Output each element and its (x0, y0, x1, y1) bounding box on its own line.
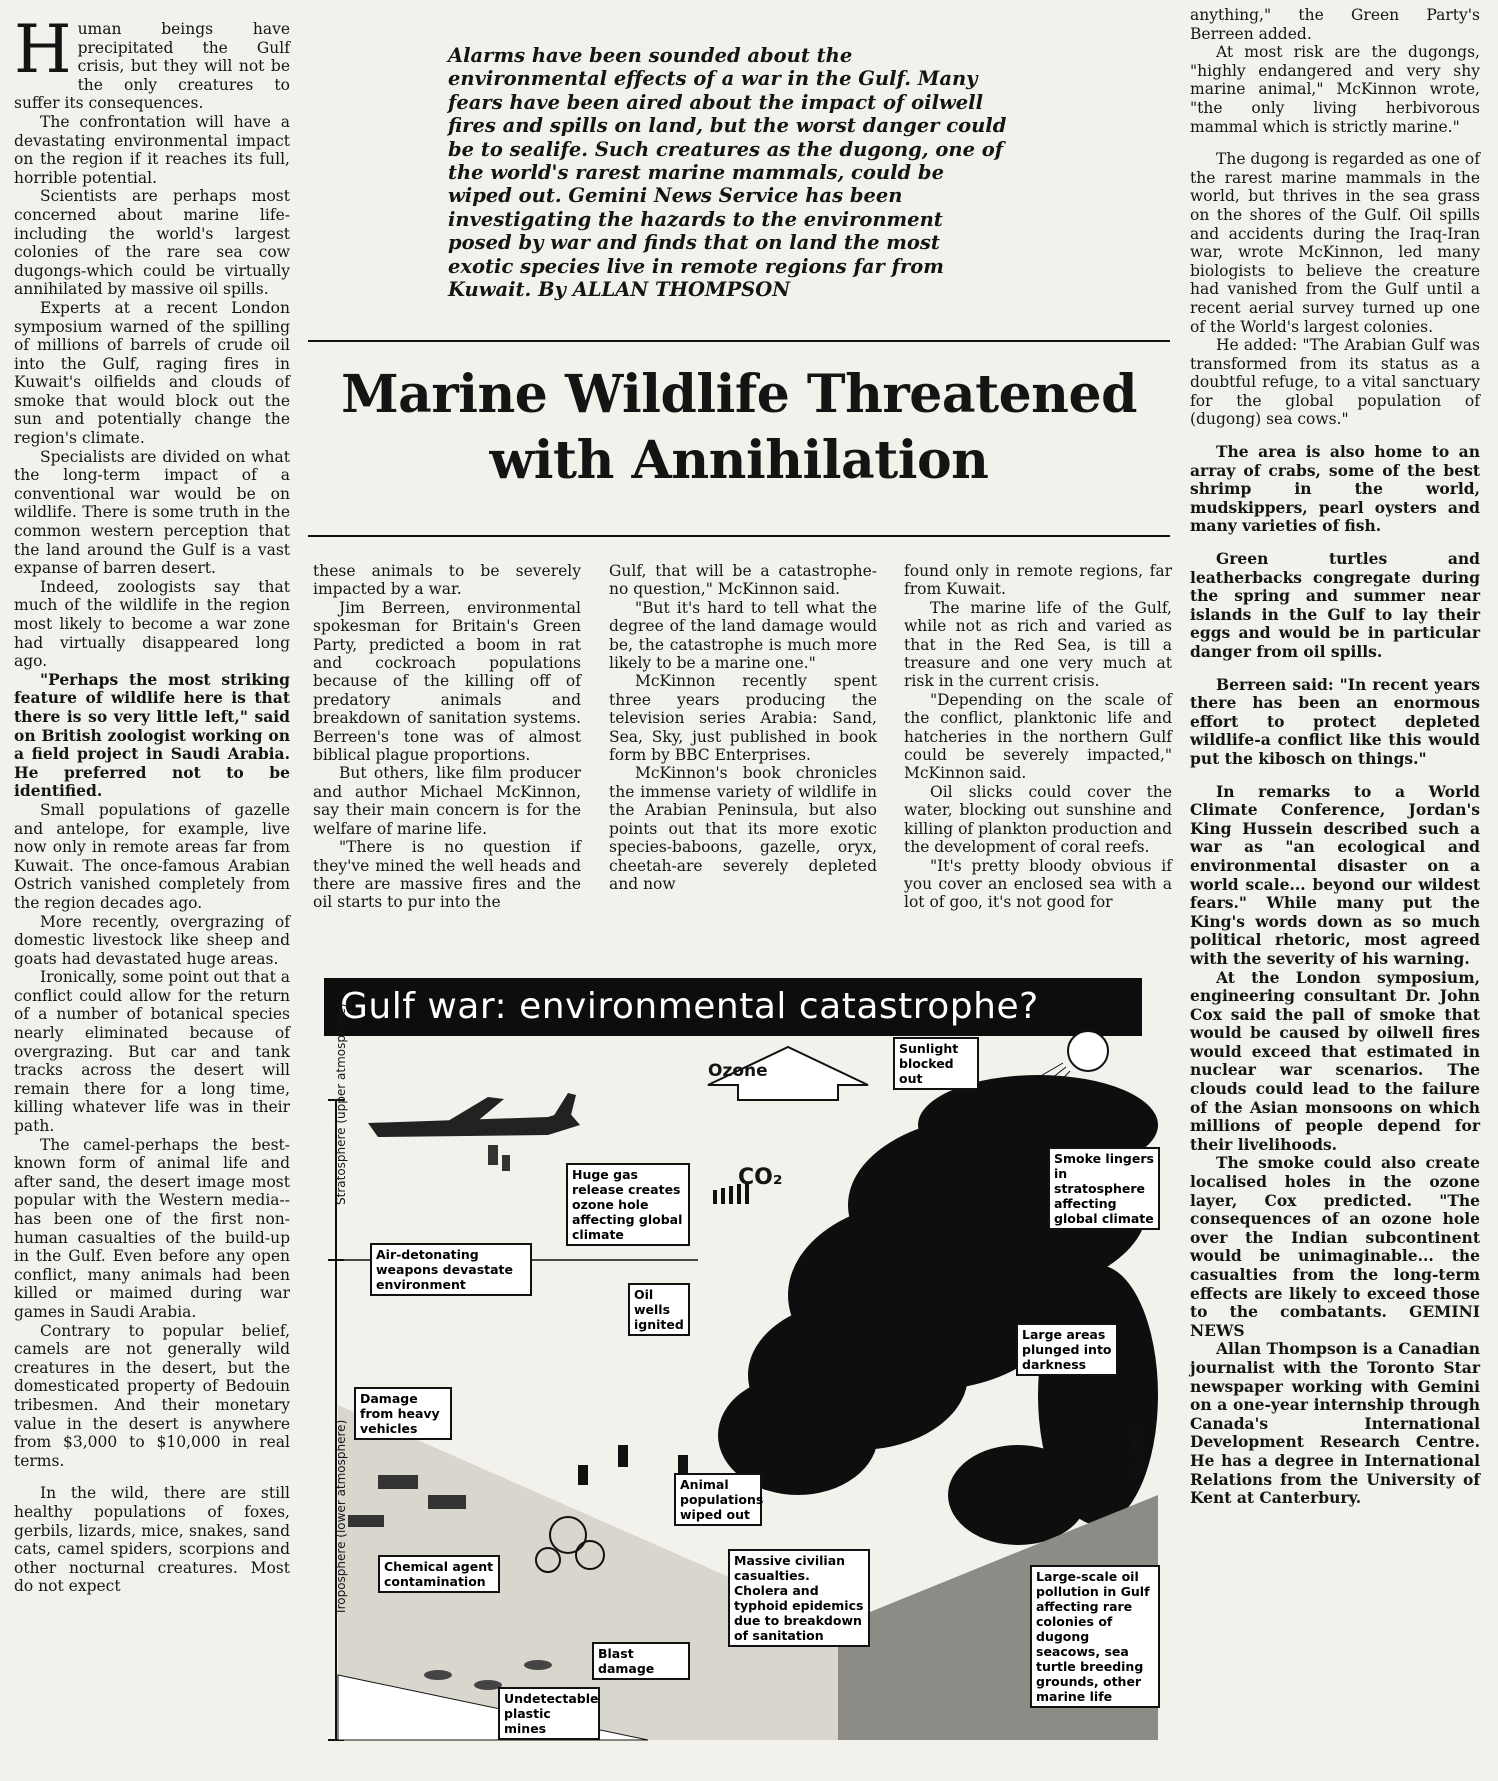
label-sunlight: Sunlight blocked out (893, 1037, 979, 1090)
label-oil-pollution: Large-scale oil pollution in Gulf affecting rare colonies of dugong seacows, sea turtle breeding grounds, other marine life (1030, 1565, 1160, 1708)
left-para-8: More recently, overgrazing of domestic livestock like sheep and goats had devastated huge areas. (14, 912, 290, 968)
left-para-12: In the wild, there are still healthy populations of foxes, gerbils, lizards, mice, snakes, sand cats, camel spiders, scorpions and other nocturnal creatures. Most do not expect (14, 1484, 290, 1596)
mid3-para-1: The marine life of the Gulf, while not as rich and varied as that in the Red Sea, is till a treasure and one very much at risk in the current crisis. (904, 598, 1172, 691)
stratosphere-label: Stratosphere (upper atmosphere) (334, 1003, 348, 1205)
troposphere-label: Troposphere (lower atmosphere) (334, 1419, 348, 1615)
sun-icon (1068, 1031, 1108, 1071)
right-para-4: The area is also home to an array of crabs, some of the best shrimp in the world, mudskippers, pearl oysters and many varieties of fish. (1190, 442, 1480, 536)
aircraft-icon (368, 1093, 580, 1171)
mid2-para-3: McKinnon's book chronicles the immense variety of wildlife in the Arabian Peninsula, but also points out that its more exotic species-baboons, gazelle, oryx, cheetah-are severely depleted and now (609, 764, 877, 893)
graphic-title: Gulf war: environmental catastrophe? (324, 978, 1142, 1036)
left-para-5: Indeed, zoologists say that much of the wildlife in the region most likely to become a war zone had virtually disappeared long ago. (14, 577, 290, 671)
label-plastic-mines: Undetectable plastic mines (498, 1687, 600, 1740)
right-para-8: At the London symposium, engineering consultant Dr. John Cox said the pall of smoke that would be caused by oilwell fires would exceed that estimated in nuclear war scenarios. The clouds could lead to the failure of the Asian monsoons on which millions of people depend for their livelihoods. (1190, 967, 1480, 1154)
mid1-para-0: these animals to be severely impacted by a war. (313, 562, 581, 599)
mid-column-1 (313, 562, 581, 912)
label-air-detonating: Air-detonating weapons devastate environment (370, 1243, 532, 1296)
headline-line-1: Marine Wildlife Threatened (341, 364, 1137, 425)
label-large-areas: Large areas plunged into darkness (1016, 1323, 1118, 1376)
mid-column-2 (609, 562, 877, 893)
left-para-3: Experts at a recent London symposium warned of the spilling of millions of barrels of crude oil into the Gulf, raging fires in Kuwait's oilfields and clouds of smoke that would block out the sun and potentially change the region's climate. (14, 298, 290, 448)
left-para-11: Contrary to popular belief, camels are not generally wild creatures in the desert, but the domesticated property of Bedouin tribesmen. And their monetary value in the desert is anywhere from $3,000 to $10,000 in real terms. (14, 1321, 290, 1470)
mid1-para-2: But others, like film producer and author Michael McKinnon, say their main concern is for the welfare of marine life. (313, 764, 581, 838)
mid-column-3 (904, 562, 1172, 912)
mid3-para-2: "Depending on the scale of the conflict, planktonic life and hatcheries in the northern Gulf could be severely impacted," McKinnon said. (904, 690, 1172, 783)
mid2-para-2: McKinnon recently spent three years producing the television series Arabia: Sand, Sea, Sky, just published in book form by BBC Enterprises. (609, 672, 877, 765)
rule-bottom (308, 535, 1170, 537)
left-column (14, 11, 290, 1596)
smoke-cloud (718, 1075, 1158, 1545)
left-para-4: Specialists are divided on what the long-term impact of a conventional war would be on wildlife. There is some truth in the common western perception that the land around the Gulf is a vast expanse of barren desert. (14, 447, 290, 578)
right-para-5: Green turtles and leatherbacks congregate during the spring and summer near islands in the Gulf to lay their eggs and would be in particular danger from oil spills. (1190, 549, 1480, 661)
left-para-0 (14, 11, 290, 113)
label-blast-damage: Blast damage (592, 1642, 690, 1680)
infographic (318, 975, 1176, 1745)
deck-intro: Alarms have been sounded about the environmental effects of a war in the Gulf. Many fears have been aired about the impact of oilwell fires and spills on land, but the worst danger could be to sealife. Such creatures as the dugong, one of the world's rarest marine mammals, could be wiped out. Gemini News Service has been investigating the hazards to the environment posed by war and finds that on land the most exotic species live in remote regions far from Kuwait. By ALLAN THOMPSON (448, 44, 1007, 302)
mid1-para-1: Jim Berreen, environmental spokesman for Britain's Green Party, predicted a boom in rat and cockroach populations because of the killing off of predatory animals and breakdown of sanitation systems. Berreen's tone was of almost biblical plague proportions. (313, 598, 581, 765)
headline (308, 362, 1170, 494)
label-smoke: Smoke lingers in stratosphere affecting global climate (1048, 1147, 1160, 1230)
left-para-10: The camel-perhaps the best-known form of animal life and after sand, the desert image most popular with the Western media-- has been one of the first non-human casualties of the build-up in the Gulf. Even before any open conflict, many animals had been killed or maimed during war games in Saudi Arabia. (14, 1135, 290, 1321)
label-civilian-casualties: Massive civilian casualties. Cholera and typhoid epidemics due to breakdown of sanitation (728, 1549, 870, 1647)
left-para-9: Ironically, some point out that a conflict could allow for the return of a number of botanical species nearly eliminated because of overgrazing. But car and tank tracks across the desert will remain there for a long time, killing whatever life was in their path. (14, 968, 290, 1136)
right-para-2: The dugong is regarded as one of the rarest marine mammals in the world, but thrives in the sea grass on the shores of the Gulf. Oil spills and accidents during the Iraq-Iran war, wrote McKinnon, led many biologists to believe the creature had vanished from the Gulf until a recent aerial survey turned up one of the World's largest colonies. (1190, 150, 1480, 336)
left-para-1: The confrontation will have a devastating environmental impact on the region if it reaches its full, horrible potential. (14, 112, 290, 187)
right-para-1: At most risk are the dugongs, "highly endangered and very shy marine animal," McKinnon wrote, "the only living herbivorous mammal which is strictly marine." (1190, 43, 1480, 136)
drop-cap: H (14, 11, 72, 88)
mid3-para-4: "It's pretty bloody obvious if you cover an enclosed sea with a lot of goo, it's not good for (904, 856, 1172, 912)
label-animal-populations: Animal populations wiped out (674, 1473, 762, 1526)
ozone-label: Ozone (708, 1061, 768, 1081)
right-para-10: Allan Thompson is a Canadian journalist with the Toronto Star newspaper working with Gemini on a one-year internship through Canada's International Development Research Centre. He has a degree in International Relations from the University of Kent at Canterbury. (1190, 1339, 1480, 1508)
co2-label: CO₂ (738, 1165, 783, 1190)
label-gas-release: Huge gas release creates ozone hole affecting global climate (566, 1163, 690, 1246)
right-column (1190, 6, 1480, 1508)
mid2-para-1: "But it's hard to tell what the degree of the land damage would be, the catastrophe is much more likely to be a marine one." (609, 598, 877, 673)
mid2-para-0: Gulf, that will be a catastrophe-no question," McKinnon said. (609, 562, 877, 599)
right-para-0: anything," the Green Party's Berreen added. (1190, 6, 1480, 43)
label-chemical-agent: Chemical agent contamination (378, 1555, 500, 1593)
headline-line-2: with Annihilation (489, 430, 989, 491)
mid3-para-3: Oil slicks could cover the water, blocking out sunshine and killing of plankton production and the development of coral reefs. (904, 782, 1172, 857)
right-para-9: The smoke could also create localised holes in the ozone layer, Cox predicted. "The consequences of an ozone hole over the Indian subcontinent would be unimaginable... the casualties from the long-term effects are likely to exceed those to the combatants. GEMINI NEWS (1190, 1153, 1480, 1340)
left-para-0-text: uman beings have precipitated the Gulf crisis, but they will not be the only creatures to suffer its consequences. (14, 20, 290, 113)
label-oil-wells: Oil wells ignited (628, 1283, 690, 1336)
left-para-7: Small populations of gazelle and antelope, for example, live now only in remote areas far from Kuwait. The once-famous Arabian Ostrich vanished completely from the region decades ago. (14, 800, 290, 912)
mid1-para-3: "There is no question if they've mined the well heads and there are massive fires and the oil starts to pur into the (313, 838, 581, 912)
left-para-6: "Perhaps the most striking feature of wildlife here is that there is so very little left," said on British zoologist working on a field project in Saudi Arabia. He preferred not to be identified. (14, 669, 290, 801)
right-para-7: In remarks to a World Climate Conference, Jordan's King Hussein described such a war as "an ecological and environmental disaster on a world scale... beyond our wildest fears." While many put the King's words down as so much political rhetoric, most agreed with the severity of his warning. (1190, 781, 1480, 968)
right-para-3: He added: "The Arabian Gulf was transformed from its status as a doubtful refuge, to a vital sanctuary for the global population of (dugong) sea cows." (1190, 336, 1480, 429)
graphic-credit: IG 2392 (1130, 1427, 1144, 1475)
label-damage-vehicles: Damage from heavy vehicles (354, 1387, 452, 1440)
right-para-6: Berreen said: "In recent years there has been an enormous effort to protect depleted wildlife-a conflict like this would put the kibosch on things." (1190, 674, 1480, 768)
left-para-2: Scientists are perhaps most concerned about marine life-including the world's largest colonies of the rare sea cow dugongs-which could be virtually annihilated by massive oil spills. (14, 187, 290, 299)
mid3-para-0: found only in remote regions, far from Kuwait. (904, 562, 1172, 599)
rule-top (308, 340, 1170, 342)
burning-wells-icon (578, 1445, 688, 1485)
